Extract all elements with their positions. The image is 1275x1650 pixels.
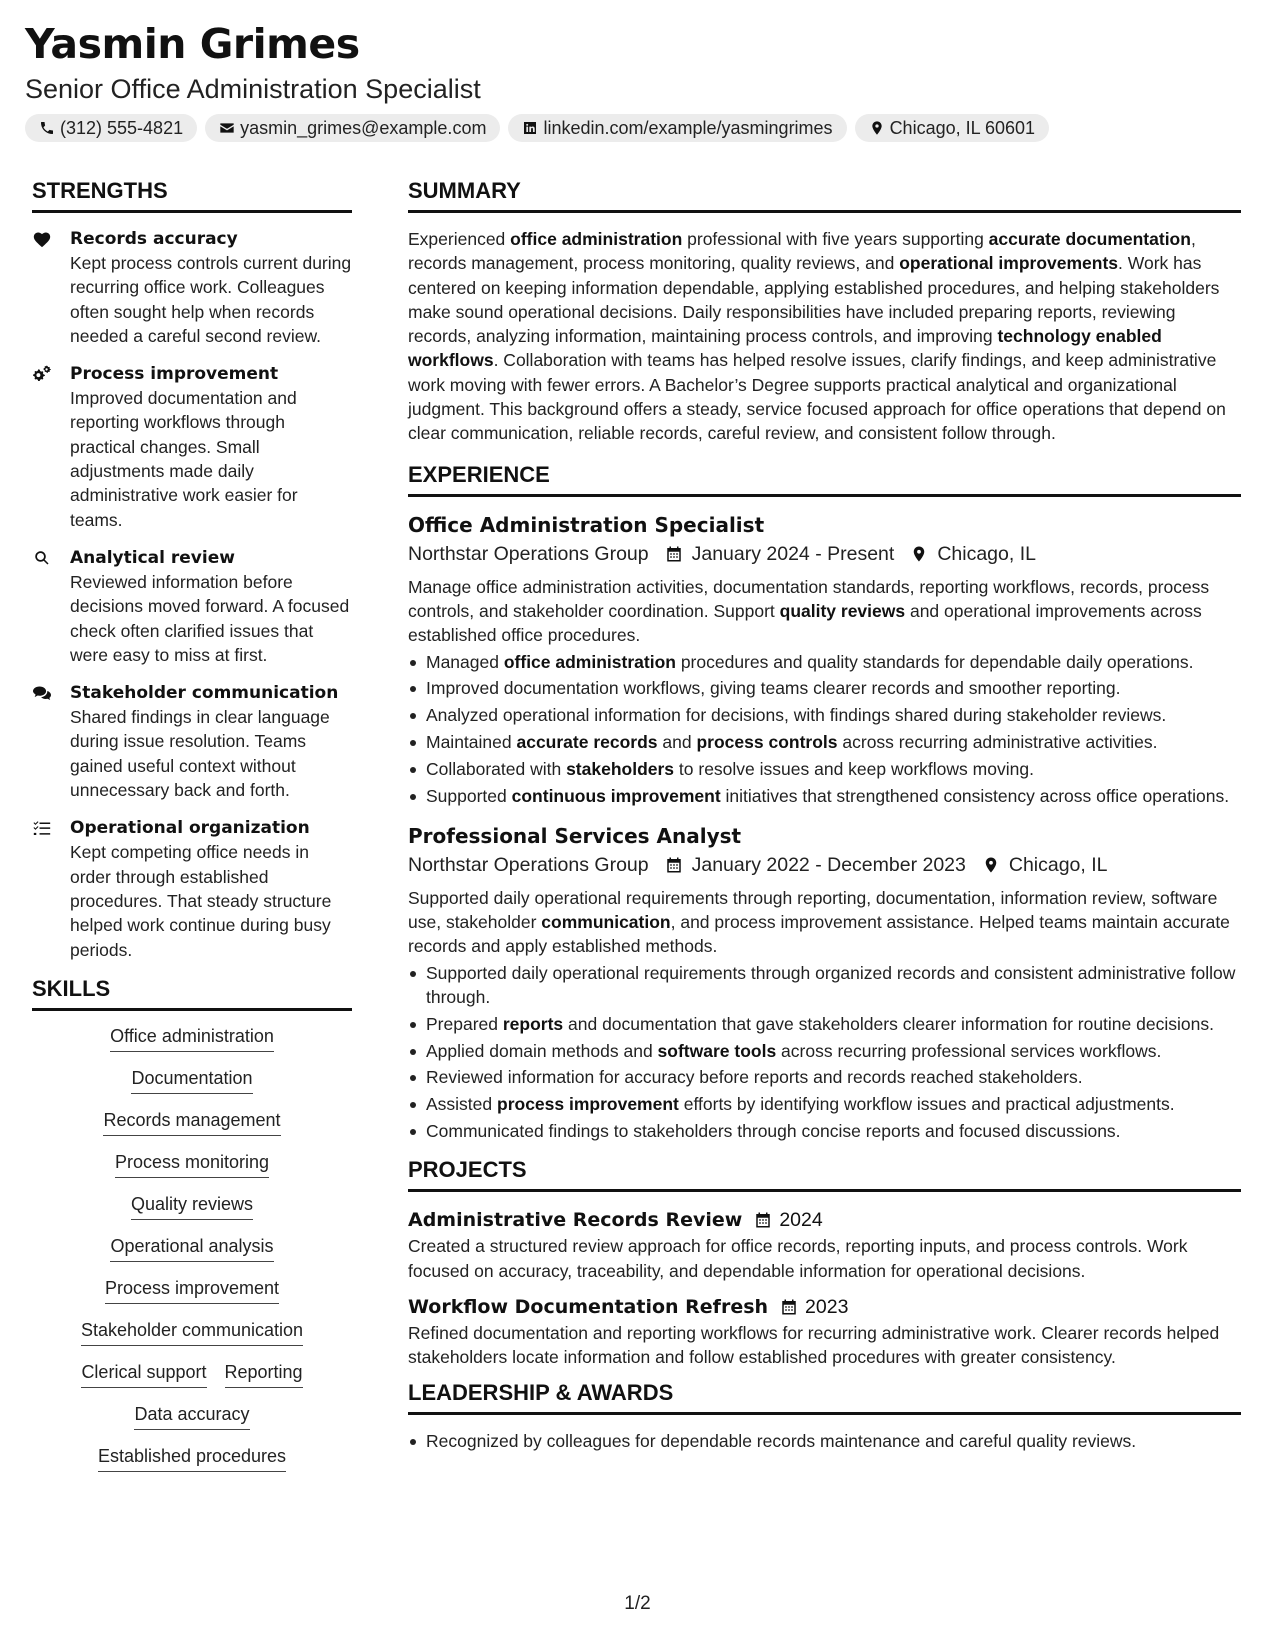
text-run: professional with five years supporting (682, 229, 989, 249)
map-pin-icon (869, 120, 885, 136)
search-icon (32, 549, 52, 567)
skill-tag: Documentation (131, 1067, 252, 1094)
text-run: procedures and quality standards for dependable daily operations. (675, 651, 1194, 672)
skill-tag: Established procedures (98, 1445, 286, 1472)
emphasis-text: accurate records (516, 731, 658, 752)
candidate-headline: Senior Office Administration Specialist (25, 74, 481, 104)
phone-icon (39, 120, 55, 136)
skill-row (110, 1025, 274, 1052)
job-meta (408, 539, 1241, 569)
skill-tag: Process improvement (105, 1277, 279, 1304)
calendar-icon (754, 1211, 772, 1229)
skill-row (81, 1361, 302, 1388)
text-run: Experienced (408, 229, 511, 249)
emphasis-text: process controls (696, 731, 838, 752)
text-run: Prepared (426, 1013, 503, 1034)
skill-tag: Stakeholder communication (81, 1319, 303, 1346)
skill-tag: Clerical support (81, 1361, 206, 1388)
job-bullet (408, 676, 1241, 700)
project-header (408, 1206, 1241, 1234)
experience-heading: EXPERIENCE (408, 462, 1241, 497)
left-column (32, 178, 352, 1487)
skills-list (32, 1025, 352, 1487)
text-run: Manage office administration activities, documentation standards, reporting workflows, records, process controls, and stakeholder coordination. Support (408, 576, 1210, 621)
leadership-list (408, 1429, 1241, 1453)
summary-text (408, 227, 1241, 446)
project-year: 2024 (779, 1209, 823, 1232)
text-run: across recurring professional services workflows. (776, 1040, 1162, 1061)
text-run: initiatives that strengthened consistency across office operations. (720, 785, 1230, 806)
text-run: Managed (426, 651, 504, 672)
skill-row (81, 1319, 303, 1346)
skill-tag: Operational analysis (110, 1235, 273, 1262)
strength-item (32, 362, 352, 532)
leadership-heading: LEADERSHIP & AWARDS (408, 1380, 1241, 1415)
text-run: Supported (426, 785, 512, 806)
job-dates: January 2024 - Present (691, 542, 895, 565)
skill-row (131, 1067, 252, 1094)
text-run: , and process improvement assistance. Helped teams maintain accurate records and apply established methods. (408, 912, 1230, 957)
emphasis-text: reports (502, 1013, 564, 1034)
job-location: Chicago, IL (1008, 853, 1108, 876)
calendar-icon (665, 545, 683, 563)
emphasis-text: operational improvements (899, 253, 1119, 274)
job-company: Northstar Operations Group (408, 853, 649, 876)
strength-description: Improved documentation and reporting workflows through practical changes. Small adjustments made daily administrative work easier for teams. (70, 388, 298, 530)
text-run: Improved documentation workflows, giving teams clearer records and smoother reporting. (426, 678, 1121, 699)
job-dates: January 2022 - December 2023 (691, 853, 966, 876)
linkedin-icon (522, 120, 538, 136)
project-title: Administrative Records Review (408, 1209, 743, 1232)
text-run: to resolve issues and keep workflows moving. (674, 758, 1034, 779)
job-title: Professional Services Analyst (408, 823, 742, 848)
emphasis-text: continuous improvement (511, 785, 721, 806)
job-bullet (408, 1119, 1241, 1143)
strength-description: Shared findings in clear language during issue resolution. Teams gained useful context without unnecessary back and forth. (70, 707, 330, 801)
job-bullets (408, 650, 1241, 808)
job-description (408, 575, 1241, 648)
text-run: Assisted (426, 1094, 497, 1115)
text-run: Reviewed information for accuracy before reports and records reached stakeholders. (426, 1067, 1083, 1088)
skill-tag: Records management (103, 1109, 280, 1136)
contact-linkedin-text: linkedin.com/example/yasmingrimes (543, 117, 833, 138)
text-run: Collaborated with (426, 758, 567, 779)
text-run: and documentation that gave stakeholders clearer information for routine decisions. (563, 1013, 1214, 1034)
text-run: efforts by identifying workflow issues and practical adjustments. (678, 1094, 1175, 1115)
skill-tag: Quality reviews (131, 1193, 253, 1220)
skill-row (103, 1109, 280, 1136)
contact-bar (25, 114, 1049, 142)
contact-email-text: yasmin_grimes@example.com (240, 117, 487, 138)
project-description: Refined documentation and reporting workflows for recurring administrative work. Clearer records helped stakeholders locate information and follow established procedures with greater consistency. (408, 1322, 1220, 1368)
job-bullet (408, 1092, 1241, 1116)
strength-description: Kept competing office needs in order through established procedures. That steady structure helped work continue during busy periods. (70, 842, 332, 960)
comments-icon (32, 684, 52, 702)
job-company: Northstar Operations Group (408, 542, 649, 565)
skill-row (134, 1403, 249, 1430)
leadership-bullet: Recognized by colleagues for dependable records maintenance and careful quality reviews. (408, 1429, 1241, 1453)
map-pin-icon (910, 545, 928, 563)
project-entry (408, 1206, 1241, 1283)
text-run: and (657, 731, 697, 752)
text-run: Supported daily operational requirements through organized records and consistent administrative follow through. (426, 962, 1236, 1008)
job-entry (408, 511, 1241, 808)
skill-row (105, 1277, 279, 1304)
project-header (408, 1293, 1241, 1321)
text-run: Analyzed operational information for decisions, with findings shared during stakeholder reviews. (426, 705, 1167, 726)
strength-title: Operational organization (70, 818, 310, 839)
emphasis-text: communication (541, 912, 671, 933)
heart-icon (32, 230, 52, 248)
job-description (408, 886, 1241, 959)
calendar-icon (665, 856, 683, 874)
project-entry (408, 1293, 1241, 1370)
strengths-heading: STRENGTHS (32, 178, 352, 213)
envelope-icon (219, 120, 235, 136)
skill-tag: Data accuracy (134, 1403, 249, 1430)
job-entry (408, 822, 1241, 1143)
emphasis-text: accurate documentation (988, 229, 1191, 249)
emphasis-text: office administration (503, 651, 676, 672)
job-bullet (408, 757, 1241, 781)
strength-title: Stakeholder communication (70, 683, 339, 704)
text-run: and operational improvements across established office procedures. (408, 600, 1202, 646)
text-run: , records management, process monitoring, quality reviews, and (408, 229, 1196, 274)
strength-description: Reviewed information before decisions moved forward. A focused check often clarified issues that were easy to miss at first. (70, 571, 350, 665)
job-bullet (408, 961, 1241, 1010)
skill-tag: Process monitoring (115, 1151, 269, 1178)
strength-item (32, 546, 352, 667)
job-bullet (408, 1065, 1241, 1089)
list-check-icon (32, 819, 52, 837)
skills-heading: SKILLS (32, 976, 352, 1011)
job-title: Office Administration Specialist (408, 512, 765, 537)
text-run: across recurring administrative activities. (837, 731, 1158, 752)
contact-linkedin[interactable] (508, 114, 846, 142)
skill-tag: Office administration (110, 1025, 274, 1052)
strength-description: Kept process controls current during recurring office work. Colleagues often sought help when records needed a careful second review. (70, 253, 352, 346)
text-run: Communicated findings to stakeholders through concise reports and focused discussions. (426, 1121, 1121, 1142)
strength-title: Records accuracy (70, 229, 238, 249)
job-meta (408, 850, 1241, 880)
contact-location (855, 114, 1049, 142)
contact-email[interactable] (205, 114, 500, 142)
contact-phone[interactable] (25, 114, 197, 142)
projects-heading: PROJECTS (408, 1157, 1241, 1192)
project-year: 2023 (805, 1295, 849, 1318)
job-bullet (408, 650, 1241, 674)
strength-item (32, 681, 352, 802)
text-run: . Work has centered on keeping information dependable, applying established procedures, and helping stakeholders make sound operational decisions. Daily responsibilities have included preparing reports, reviewing records, analyzing information, maintaining process controls, and improving (408, 253, 1220, 347)
contact-location-text: Chicago, IL 60601 (889, 117, 1036, 138)
summary-heading: SUMMARY (408, 178, 1241, 213)
job-bullet (408, 730, 1241, 754)
strength-item (32, 816, 352, 961)
candidate-name: Yasmin Grimes (25, 20, 360, 68)
skill-tag: Reporting (225, 1361, 303, 1388)
emphasis-text: process improvement (497, 1094, 679, 1115)
emphasis-text: software tools (657, 1040, 777, 1061)
text-run: Applied domain methods and (426, 1040, 658, 1061)
emphasis-text: stakeholders (566, 758, 675, 779)
emphasis-text: office administration (510, 229, 683, 249)
skill-row (131, 1193, 253, 1220)
skill-row (98, 1445, 286, 1472)
experience-list (408, 511, 1241, 1144)
project-description: Created a structured review approach for office records, reporting inputs, and process controls. Work focused on accuracy, traceability, and dependable information for operational decisions. (408, 1236, 1188, 1281)
text-run: . Collaboration with teams has helped resolve issues, clarify findings, and keep administrative work moving with fewer errors. A Bachelor’s Degree supports practical analytical and organizational judgment. This background offers a steady, service focused approach for office operations that depend on clear communication, reliable records, careful review, and consistent follow through. (408, 350, 1226, 444)
strength-title: Process improvement (70, 364, 279, 385)
job-bullets (408, 961, 1241, 1144)
emphasis-text: technology enabled workflows (408, 326, 1162, 371)
job-location: Chicago, IL (937, 542, 1036, 565)
job-bullet (408, 1039, 1241, 1063)
job-bullet (408, 1012, 1241, 1036)
strength-title: Analytical review (70, 547, 235, 568)
strength-item (32, 227, 352, 348)
job-bullet (408, 784, 1241, 808)
calendar-icon (780, 1298, 798, 1316)
job-bullet (408, 703, 1241, 727)
page-number: 1/2 (624, 1593, 651, 1614)
right-column (408, 178, 1241, 1455)
gears-icon (32, 365, 52, 383)
skill-row (115, 1151, 269, 1178)
skill-row (110, 1235, 273, 1262)
map-pin-icon (982, 856, 1000, 874)
text-run: Supported daily operational requirements through reporting, documentation, information review, software use, stakeholder (408, 887, 1218, 933)
projects-list (408, 1206, 1241, 1369)
text-run: Maintained (426, 731, 517, 752)
emphasis-text: quality reviews (779, 600, 906, 621)
contact-phone-text: (312) 555-4821 (60, 117, 184, 138)
project-title: Workflow Documentation Refresh (408, 1295, 769, 1318)
